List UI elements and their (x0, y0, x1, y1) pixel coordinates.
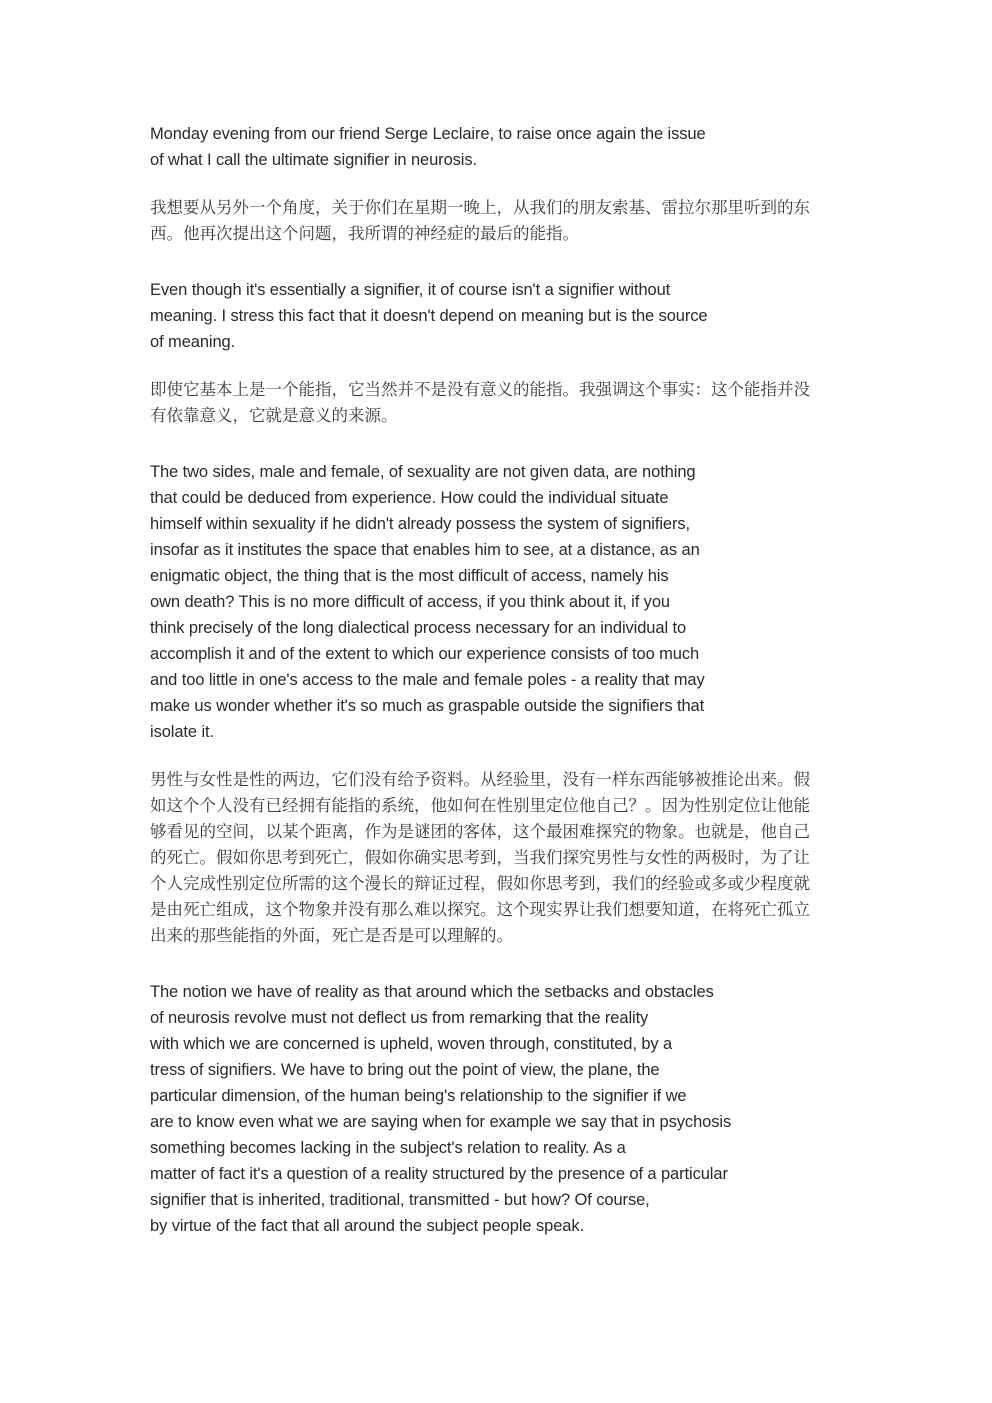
paragraph-zh-1: 我想要从另外一个角度，关于你们在星期一晚上，从我们的朋友索基、雷拉尔那里听到的东 西。他再次提出这个问题，我所谓的神经症的最后的能指。 (150, 198, 810, 243)
paragraph-en-1: Monday evening from our friend Serge Leclaire, to raise once again the issue of what I call the ultimate signifier in neurosis. (150, 125, 706, 169)
paragraph-en-4: The notion we have of reality as that around which the setbacks and obstacles of neurosis revolve must not deflect us from remarking that the reality with which we are concerned is upheld, woven through, constituted, by a tress of signifiers. We have to bring out the point of view, the plane, the particular dimension, of the human being's relationship to the signifier if we are to know even what we are saying when for example we say that in psychosis something becomes lacking in the subject's relation to reality. As a matter of fact it's a question of a reality structured by the presence of a particular signifier that is inherited, traditional, transmitted - but how? Of course, by virtue of the fact that all around the subject people speak. (150, 983, 732, 1235)
paragraph-en-2: Even though it's essentially a signifier, it of course isn't a signifier without meaning. I stress this fact that it doesn't depend on meaning but is the source of meaning. (150, 281, 708, 351)
paragraph-zh-2: 即使它基本上是一个能指，它当然并不是没有意义的能指。我强调这个事实：这个能指并没 有依靠意义，它就是意义的来源。 (150, 380, 810, 425)
paragraph-en-3: The two sides, male and female, of sexuality are not given data, are nothing that could be deduced from experience. How could the individual situate himself within sexuality if he didn't already possess the system of signifiers, insofar as it institutes the space that enables him to see, at a distance, as an enigmatic object, the thing that is the most difficult of access, namely his own death? This is no more difficult of access, if you think about it, if you think precisely of the long dialectical process necessary for an individual to accomplish it and of the extent to which our experience consists of too much and too little in one's access to the male and female poles - a reality that may make us wonder whether it's so much as graspable outside the signifiers that isolate it. (150, 463, 705, 741)
paragraph-zh-3: 男性与女性是性的两边，它们没有给予资料。从经验里，没有一样东西能够被推论出来。假 如这个个人没有已经拥有能指的系统，他如何在性别里定位他自己？。因为性别定位让他能 够看见的空间，以某个距离，作为是谜团的客体，这个最困难探究的物象。也就是，他自己 的死亡。假如你思考到死亡，假如你确实思考到，当我们探究男性与女性的两极时，为了让 个人完成性别定位所需的这个漫长的辩证过程，假如你思考到，我们的经验或多或少程度就 是由死亡组成，这个物象并没有那么难以探究。这个现实界让我们想要知道，在将死亡孤立 出来的那些能指的外面，死亡是否是可以理解的。 (150, 770, 810, 945)
